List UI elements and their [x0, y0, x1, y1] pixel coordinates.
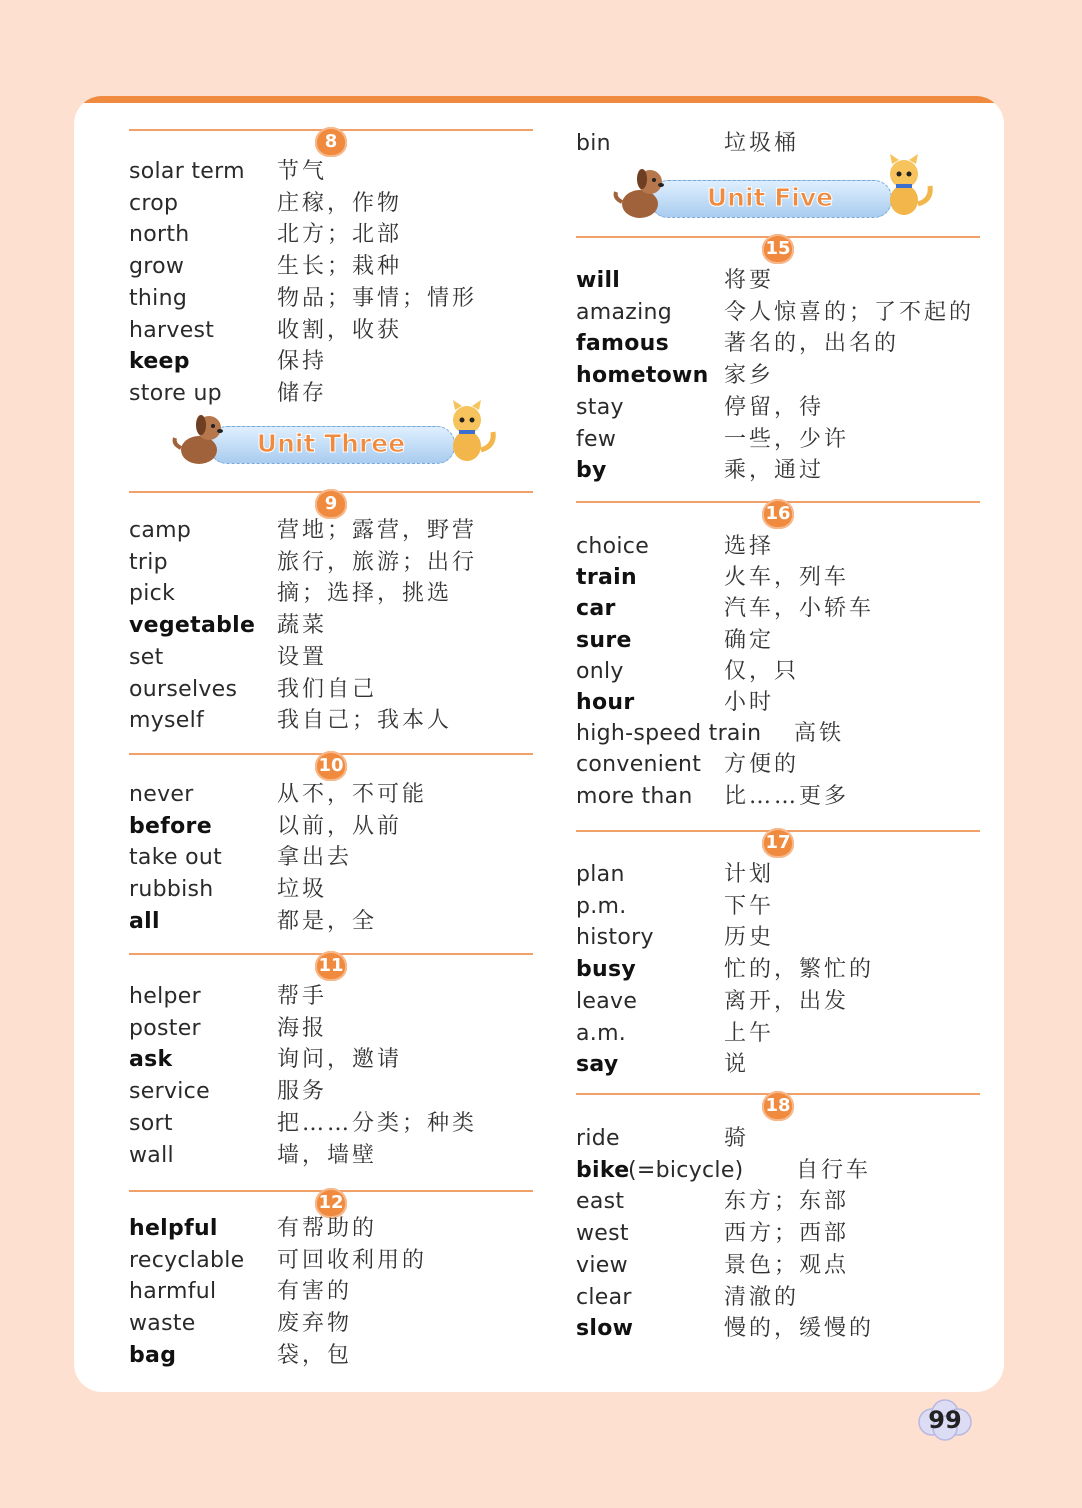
chinese-meaning: 下午	[724, 893, 775, 919]
vocab-row	[576, 1282, 980, 1314]
vocab-row	[576, 625, 980, 657]
chinese-meaning: 拿出去	[277, 845, 353, 871]
vocab-row	[576, 1218, 980, 1250]
vocab-row	[129, 981, 533, 1013]
english-word: helper	[129, 984, 201, 1009]
chinese-meaning: 自行车	[796, 1157, 872, 1183]
english-word: sort	[129, 1110, 173, 1136]
chinese-meaning: 收割，收获	[277, 317, 403, 343]
vocab-row	[129, 906, 533, 938]
vocab-row	[576, 265, 980, 297]
vocab-row	[129, 674, 533, 706]
english-word: trip	[129, 549, 168, 575]
vocab-row	[576, 328, 980, 360]
english-word: service	[129, 1079, 210, 1105]
english-word: before	[129, 813, 212, 839]
vocab-row	[129, 219, 533, 251]
chinese-meaning: 比……更多	[724, 783, 850, 809]
english-word: high-speed train	[576, 721, 762, 747]
vocab-row	[129, 811, 533, 843]
chinese-meaning: 可回收利用的	[277, 1247, 428, 1273]
english-word: crop	[129, 190, 179, 216]
english-word: choice	[576, 534, 650, 559]
vocab-row	[576, 455, 980, 487]
chinese-meaning: 忙的，繁忙的	[724, 957, 875, 983]
english-word: will	[576, 268, 621, 293]
english-word: myself	[129, 708, 205, 734]
chinese-meaning: 蔬菜	[277, 613, 328, 639]
vocab-row	[129, 779, 533, 811]
english-word: solar term	[129, 159, 245, 184]
lesson-badge: 10	[315, 751, 347, 781]
english-word: pick	[129, 581, 176, 607]
vocab-row	[129, 1245, 533, 1277]
chinese-meaning: 设置	[277, 644, 328, 670]
english-word: waste	[129, 1311, 196, 1337]
vocab-row	[129, 1108, 533, 1140]
chinese-meaning: 有帮助的	[277, 1216, 378, 1241]
chinese-meaning: 把……分类；种类	[277, 1110, 478, 1136]
chinese-meaning: 北方；北部	[277, 222, 403, 248]
english-word: east	[576, 1189, 625, 1215]
vocab-row	[129, 1213, 533, 1245]
chinese-meaning: 都是，全	[277, 908, 378, 934]
english-word: say	[576, 1052, 619, 1078]
english-word: a.m.	[576, 1020, 627, 1046]
lesson-badge: 16	[762, 499, 794, 529]
chinese-meaning: 上午	[724, 1020, 775, 1046]
chinese-meaning: 生长；栽种	[277, 254, 403, 280]
chinese-meaning: 墙，墙壁	[277, 1142, 378, 1168]
page-number-text: 99	[928, 1406, 962, 1434]
vocab-row	[129, 642, 533, 674]
vocab-row	[129, 156, 533, 188]
chinese-meaning: 小时	[724, 690, 775, 715]
english-word: only	[576, 658, 624, 684]
vocab-row	[576, 922, 980, 954]
unit-banner	[169, 416, 493, 468]
chinese-meaning: 西方；西部	[724, 1221, 850, 1247]
chinese-meaning: 储存	[277, 380, 328, 406]
chinese-meaning: 从不，不可能	[277, 782, 428, 807]
vocab-row	[129, 1013, 533, 1045]
chinese-meaning: 我们自己	[277, 676, 378, 702]
vocab-row	[576, 1186, 980, 1218]
lesson-badge: 11	[315, 951, 347, 981]
english-word: vegetable	[129, 613, 256, 639]
chinese-meaning: 家乡	[724, 363, 775, 389]
vocab-row	[129, 1340, 533, 1372]
english-word: plan	[576, 862, 625, 887]
vocab-row	[576, 781, 980, 813]
english-word: view	[576, 1252, 628, 1278]
vocab-row	[129, 1044, 533, 1076]
english-word: few	[576, 426, 617, 452]
chinese-meaning: 历史	[724, 925, 775, 951]
vocab-row	[129, 842, 533, 874]
page-number	[916, 1398, 974, 1442]
chinese-meaning: 方便的	[724, 752, 800, 778]
chinese-meaning: 离开，出发	[724, 988, 850, 1014]
vocab-row	[576, 1049, 980, 1081]
vocab-row	[576, 1018, 980, 1050]
dog-icon	[610, 162, 670, 226]
english-word: grow	[129, 254, 185, 280]
vocab-row	[129, 1276, 533, 1308]
chinese-meaning: 物品；事情；情形	[277, 285, 478, 311]
card-top-border	[74, 96, 1004, 103]
vocab-row	[129, 315, 533, 347]
english-word: sure	[576, 627, 632, 653]
english-word: camp	[129, 518, 192, 543]
chinese-meaning: 著名的，出名的	[724, 331, 900, 357]
chinese-meaning: 保持	[277, 349, 328, 375]
chinese-meaning: 废弃物	[277, 1311, 353, 1337]
english-word: bag	[129, 1342, 177, 1368]
chinese-meaning: 帮手	[277, 984, 328, 1009]
chinese-meaning: 海报	[277, 1015, 328, 1041]
vocab-row	[576, 1313, 980, 1345]
english-word: more than	[576, 783, 693, 809]
lesson-badge: 9	[315, 489, 347, 519]
english-word-note: (=bicycle)	[628, 1157, 744, 1183]
vocab-row	[129, 515, 533, 547]
vocab-row	[129, 610, 533, 642]
english-word: north	[129, 222, 190, 248]
vocab-row	[576, 360, 980, 392]
english-word: poster	[129, 1015, 201, 1041]
vocab-row	[129, 283, 533, 315]
english-word: busy	[576, 957, 637, 983]
chinese-meaning: 以前，从前	[277, 813, 403, 839]
vocab-row	[576, 954, 980, 986]
chinese-meaning: 乘，通过	[724, 458, 825, 484]
chinese-meaning: 营地；露营，野营	[277, 518, 478, 543]
chinese-meaning: 服务	[277, 1079, 328, 1105]
english-word: p.m.	[576, 893, 627, 919]
vocab-row	[576, 1123, 980, 1155]
chinese-meaning: 仅，只	[724, 658, 800, 684]
english-word: west	[576, 1221, 629, 1247]
chinese-meaning: 我自己；我本人	[277, 708, 453, 734]
vocab-row	[576, 424, 980, 456]
unit-title: Unit Five	[706, 183, 834, 212]
chinese-meaning: 停留，待	[724, 394, 825, 420]
english-word: train	[576, 565, 637, 591]
chinese-meaning: 庄稼，作物	[277, 190, 403, 216]
english-word: by	[576, 458, 607, 484]
chinese-meaning: 火车，列车	[724, 565, 850, 591]
vocab-row	[576, 656, 980, 688]
english-word: leave	[576, 988, 638, 1014]
vocab-row	[129, 705, 533, 737]
unit-banner	[610, 170, 930, 222]
chinese-meaning: 一些，少许	[724, 426, 850, 452]
english-word: car	[576, 596, 616, 622]
vocab-row	[576, 297, 980, 329]
vocab-row	[576, 687, 980, 719]
lesson-badge: 18	[762, 1091, 794, 1121]
english-word: store up	[129, 380, 222, 406]
chinese-meaning: 东方；东部	[724, 1189, 850, 1215]
lesson-badge: 17	[762, 828, 794, 858]
cat-icon	[437, 398, 499, 468]
chinese-meaning: 节气	[277, 159, 328, 184]
english-word: never	[129, 782, 194, 807]
english-word: amazing	[576, 299, 673, 325]
vocab-row	[576, 986, 980, 1018]
cat-icon	[874, 152, 936, 222]
english-word: recyclable	[129, 1247, 245, 1273]
chinese-meaning: 旅行，旅游；出行	[277, 549, 478, 575]
vocab-row	[129, 874, 533, 906]
english-word: hometown	[576, 363, 709, 389]
english-word: hour	[576, 690, 635, 715]
vocab-row	[576, 891, 980, 923]
english-word: famous	[576, 331, 670, 357]
vocab-row	[576, 593, 980, 625]
vocab-row	[576, 531, 980, 563]
chinese-meaning: 高铁	[794, 721, 845, 747]
chinese-meaning: 骑	[724, 1126, 750, 1151]
vocab-row	[576, 1155, 980, 1187]
english-word: clear	[576, 1284, 632, 1310]
chinese-meaning: 有害的	[277, 1279, 353, 1305]
english-word: history	[576, 925, 654, 951]
vocab-row	[576, 859, 980, 891]
english-word: ourselves	[129, 676, 238, 702]
english-word: set	[129, 644, 164, 670]
vocab-row	[129, 547, 533, 579]
vocab-row	[129, 251, 533, 283]
english-word: convenient	[576, 752, 702, 778]
chinese-meaning: 景色；观点	[724, 1252, 850, 1278]
lesson-badge: 12	[315, 1188, 347, 1218]
glossary-card	[74, 96, 1004, 1392]
chinese-meaning: 计划	[724, 862, 775, 887]
chinese-meaning: 袋，包	[277, 1342, 353, 1368]
chinese-meaning: 汽车，小轿车	[724, 596, 875, 622]
english-word: keep	[129, 349, 190, 375]
english-word: stay	[576, 394, 624, 420]
english-word: rubbish	[129, 877, 214, 903]
chinese-meaning: 将要	[724, 268, 775, 293]
vocab-row	[576, 392, 980, 424]
english-word: take out	[129, 845, 223, 871]
chinese-meaning: 清澈的	[724, 1284, 800, 1310]
vocab-row	[576, 749, 980, 781]
lesson-badge: 8	[315, 127, 347, 157]
english-word: ride	[576, 1126, 620, 1151]
chinese-meaning: 选择	[724, 534, 775, 559]
english-word: ask	[129, 1047, 173, 1073]
vocab-row	[576, 718, 980, 750]
english-word: harvest	[129, 317, 215, 343]
english-word: wall	[129, 1142, 174, 1168]
english-word: bin	[576, 131, 611, 156]
vocab-row	[129, 1140, 533, 1172]
vocab-row	[576, 1250, 980, 1282]
vocab-row	[129, 1308, 533, 1340]
english-word: all	[129, 908, 160, 934]
english-word: slow	[576, 1316, 634, 1342]
english-word: harmful	[129, 1279, 217, 1305]
dog-icon	[169, 408, 229, 472]
chinese-meaning: 令人惊喜的；了不起的	[724, 299, 975, 325]
chinese-meaning: 确定	[724, 627, 775, 653]
english-word: thing	[129, 285, 188, 311]
vocab-row	[576, 562, 980, 594]
english-word: bike	[576, 1157, 630, 1183]
chinese-meaning: 慢的，缓慢的	[724, 1316, 875, 1342]
vocab-row	[129, 578, 533, 610]
chinese-meaning: 询问，邀请	[277, 1047, 403, 1073]
chinese-meaning: 摘；选择，挑选	[277, 581, 453, 607]
unit-title: Unit Three	[256, 429, 406, 458]
vocab-row	[129, 346, 533, 378]
chinese-meaning: 说	[724, 1052, 750, 1078]
chinese-meaning: 垃圾桶	[724, 131, 800, 156]
lesson-badge: 15	[762, 234, 794, 264]
english-word: helpful	[129, 1216, 218, 1241]
vocab-row	[129, 188, 533, 220]
chinese-meaning: 垃圾	[277, 877, 328, 903]
vocab-row	[129, 1076, 533, 1108]
